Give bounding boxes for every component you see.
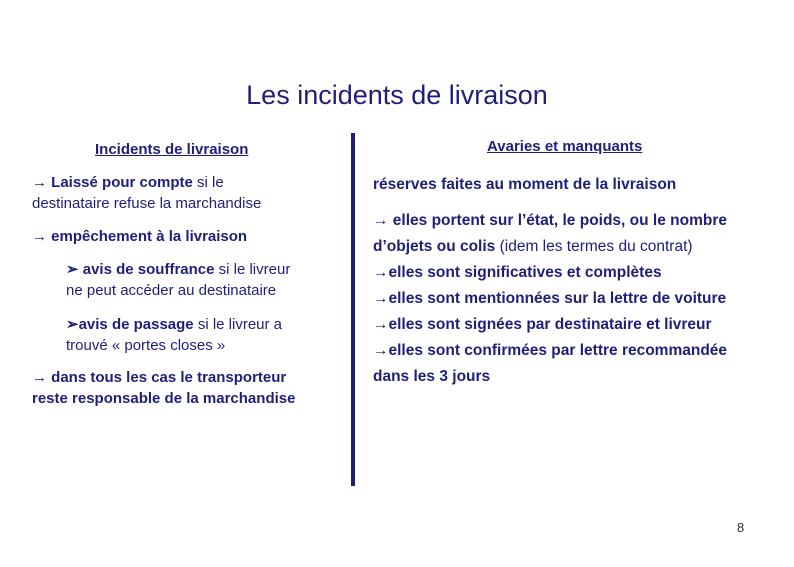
item-transporteur-responsable	[32, 367, 295, 409]
right-arrow-icon: →	[32, 228, 47, 245]
right-arrow-icon: →	[373, 212, 389, 229]
item-bold-text: Laissé pour compte	[51, 174, 193, 191]
reserve-line: →elles sont signées par destinataire et livreur	[373, 316, 712, 333]
right-intro: réserves faites au moment de la livraison	[373, 176, 677, 193]
right-arrow-icon: →	[373, 264, 389, 281]
reserve-line: → elles portent sur l’état, le poids, ou le nombre	[373, 212, 727, 229]
right-arrow-icon: →	[32, 174, 47, 191]
page-title: Les incidents de livraison	[246, 80, 548, 110]
reserve-line: →elles sont significatives et complètes	[373, 264, 662, 281]
item-bold-text: empêchement à la livraison	[51, 228, 248, 245]
item-laisse-pour-compte	[32, 172, 261, 214]
sub-item-text: si le livreur	[214, 261, 291, 278]
reserves-list	[373, 208, 793, 390]
reserve-line: d’objets ou colis (idem les termes du contrat)	[373, 238, 693, 255]
sub-item-avis-de-souffrance	[66, 259, 290, 301]
reserve-line: dans les 3 jours	[373, 368, 491, 385]
sub-item-text-line2: ne peut accéder au destinataire	[66, 282, 277, 299]
reserve-line: →elles sont mentionnées sur la lettre de voiture	[373, 290, 727, 307]
right-column-heading: Avaries et manquants	[487, 138, 643, 155]
right-arrow-icon: →	[373, 342, 389, 359]
reserve-line: →elles sont confirmées par lettre recommandée	[373, 342, 728, 359]
item-text: si le	[192, 174, 224, 191]
sub-item-text-line2: trouvé « portes closes »	[66, 337, 226, 354]
sub-item-text: si le livreur a	[193, 316, 283, 333]
right-arrow-icon: →	[373, 316, 389, 333]
right-arrow-icon: →	[373, 290, 389, 307]
right-arrow-icon: →	[32, 369, 47, 386]
arrowhead-bullet-icon: ➢	[66, 316, 79, 333]
left-column-heading: Incidents de livraison	[95, 141, 249, 158]
item-empechement	[32, 226, 247, 247]
item-bold-text-line2: reste responsable de la marchandise	[32, 390, 296, 407]
page-number: 8	[737, 520, 745, 535]
item-bold-text: dans tous les cas le transporteur	[51, 369, 287, 386]
column-divider	[351, 133, 355, 486]
item-text-line2: destinataire refuse la marchandise	[32, 195, 262, 212]
arrowhead-bullet-icon: ➢	[66, 261, 79, 278]
sub-item-avis-de-passage	[66, 314, 282, 356]
sub-item-bold-text: avis de souffrance	[82, 261, 215, 278]
sub-item-bold-text: avis de passage	[78, 316, 194, 333]
